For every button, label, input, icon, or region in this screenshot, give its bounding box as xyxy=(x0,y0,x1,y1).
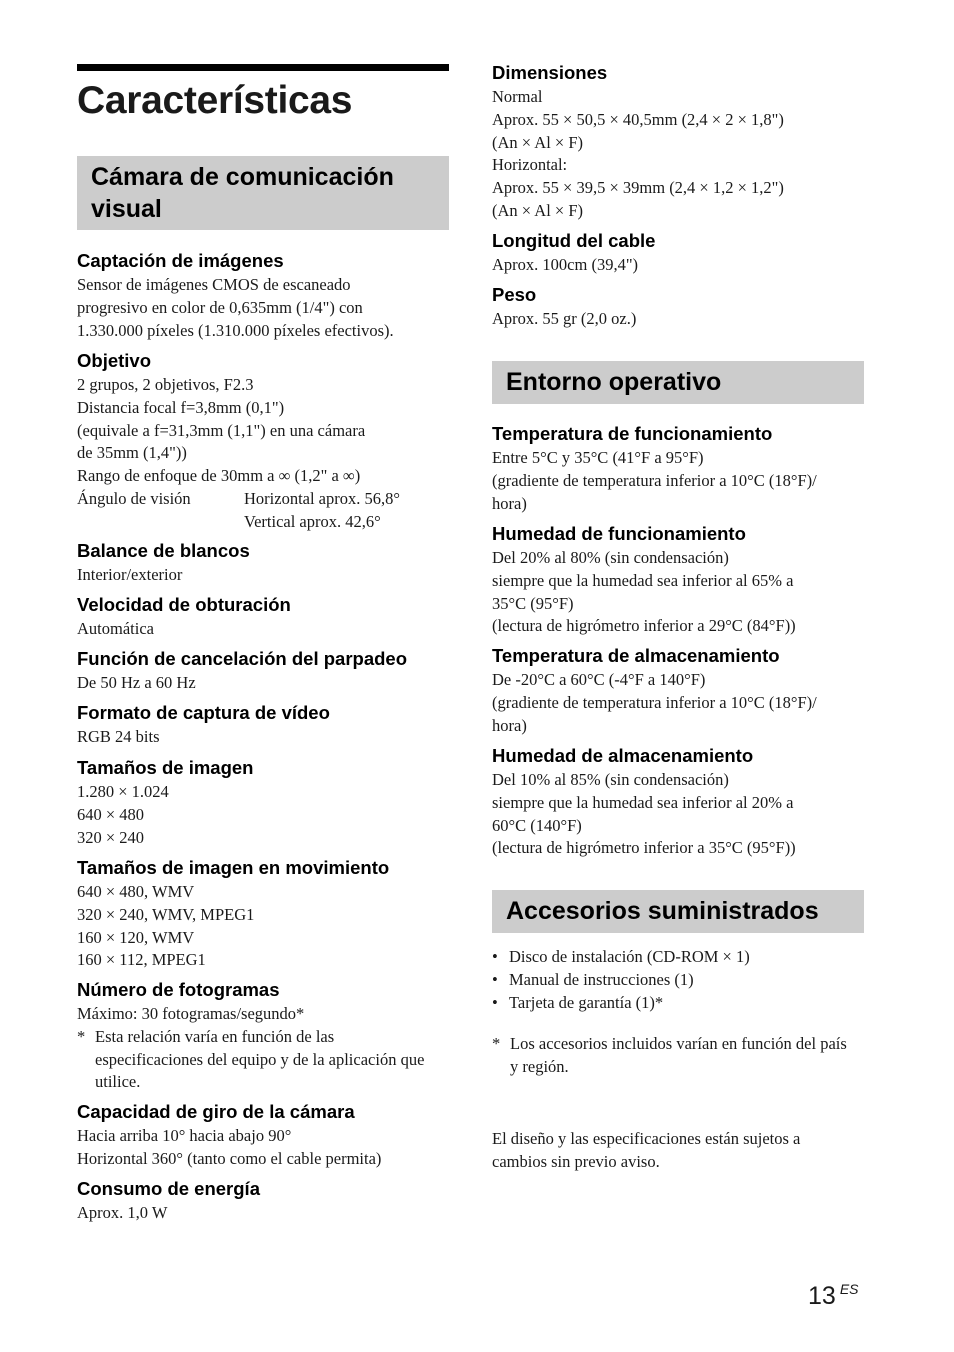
spec-line: (An × Al × F) xyxy=(492,200,584,220)
disclaimer-line: cambios sin previo aviso. xyxy=(492,1151,660,1171)
angle-vertical: Vertical aprox. 42,6° xyxy=(244,511,381,531)
spec-line: 160 × 112, MPEG1 xyxy=(77,950,206,970)
spec-line: (equivale a f=31,3mm (1,1") en una cámara xyxy=(77,420,366,440)
spec-heading: Consumo de energía xyxy=(77,1178,260,1199)
spec-line: Normal xyxy=(492,87,543,106)
footnote-marker: * xyxy=(77,1026,86,1046)
spec-hum-alm xyxy=(492,743,864,860)
spec-heading: Formato de captura de vídeo xyxy=(77,702,330,723)
spec-line: Horizontal: xyxy=(492,155,568,175)
spec-line: RGB 24 bits xyxy=(77,727,160,746)
language-code: ES xyxy=(839,1281,859,1297)
spec-peso xyxy=(492,282,864,331)
spec-line: (An × Al × F) xyxy=(492,132,584,152)
spec-heading: Temperatura de funcionamiento xyxy=(492,423,773,444)
spec-heading: Captación de imágenes xyxy=(77,250,284,271)
list-item-text: Manual de instrucciones (1) xyxy=(509,969,694,989)
accessories-list xyxy=(492,946,864,1014)
spec-heading: Humedad de funcionamiento xyxy=(492,523,746,544)
spec-balance xyxy=(77,538,449,587)
spec-line: (gradiente de temperatura inferior a 10°C (18°F)/ xyxy=(492,470,817,490)
spec-line: De 50 Hz a 60 Hz xyxy=(77,673,196,692)
spec-line: Aprox. 55 × 50,5 × 40,5mm (2,4 × 2 × 1,8") xyxy=(492,109,784,129)
spec-heading: Capacidad de giro de la cámara xyxy=(77,1101,355,1122)
angle-horizontal: Horizontal aprox. 56,8° xyxy=(244,488,400,508)
list-item-text: Disco de instalación (CD-ROM × 1) xyxy=(509,947,750,966)
spec-line: 320 × 240, WMV, MPEG1 xyxy=(77,904,255,924)
spec-heading: Velocidad de obturación xyxy=(77,594,291,615)
spec-heading: Función de cancelación del parpadeo xyxy=(77,648,407,669)
spec-line: Sensor de imágenes CMOS de escaneado xyxy=(77,275,351,294)
spec-heading: Dimensiones xyxy=(492,62,608,83)
spec-line: Horizontal 360° (tanto como el cable permita) xyxy=(77,1148,382,1168)
spec-captacion xyxy=(77,248,449,342)
spec-line: Hacia arriba 10° hacia abajo 90° xyxy=(77,1126,292,1145)
spec-heading: Peso xyxy=(492,284,537,305)
section-entorno: Entorno operativo xyxy=(492,361,864,404)
spec-line: de 35mm (1,4")) xyxy=(77,443,187,463)
spec-line: hora) xyxy=(492,493,527,513)
spec-obturacion xyxy=(77,592,449,641)
spec-line: 1.280 × 1.024 xyxy=(77,782,169,801)
page-number-value: 13 xyxy=(808,1282,836,1310)
spec-line: Aprox. 100cm (39,4") xyxy=(492,255,639,274)
bullet-icon: • xyxy=(492,992,498,1012)
spec-line: hora) xyxy=(492,715,527,735)
spec-line: Máximo: 30 fotogramas/segundo* xyxy=(77,1004,305,1023)
spec-line: 1.330.000 píxeles (1.310.000 píxeles efectivos). xyxy=(77,320,394,340)
page-title: Características xyxy=(77,79,353,122)
spec-line: Automática xyxy=(77,619,154,638)
spec-line: siempre que la humedad sea inferior al 65% a xyxy=(492,570,794,590)
disclaimer-line: El diseño y las especificaciones están sujetos a xyxy=(492,1129,801,1148)
spec-temp-alm xyxy=(492,643,864,737)
page-number xyxy=(808,1280,859,1312)
spec-dimensiones xyxy=(492,60,864,223)
spec-heading: Tamaños de imagen en movimiento xyxy=(77,857,390,878)
footnote xyxy=(492,1033,864,1079)
footnote-text: Los accesorios incluidos varían en función del país y región. xyxy=(510,1034,847,1076)
list-item-text: Tarjeta de garantía (1)* xyxy=(509,992,664,1012)
section-accesorios: Accesorios suministrados xyxy=(492,890,864,933)
spec-line: (lectura de higrómetro inferior a 29°C (84°F)) xyxy=(492,616,796,636)
spec-line: progresivo en color de 0,635mm (1/4") con xyxy=(77,297,363,317)
footnote-text: Esta relación varía en función de las especificaciones del equipo y de la aplicación que utilice. xyxy=(95,1026,425,1092)
spec-line: 35°C (95°F) xyxy=(492,593,574,613)
footnote xyxy=(77,1026,449,1094)
angle-row xyxy=(77,488,449,511)
section-camara: Cámara de comunicación visual xyxy=(77,156,449,230)
spec-line: siempre que la humedad sea inferior al 20% a xyxy=(492,792,794,812)
list-item xyxy=(492,946,864,969)
spec-movimiento xyxy=(77,855,449,972)
spec-line: Aprox. 55 × 39,5 × 39mm (2,4 × 1,2 × 1,2") xyxy=(492,178,784,198)
spec-parpadeo xyxy=(77,646,449,695)
spec-line: Del 20% al 80% (sin condensación) xyxy=(492,548,729,567)
spec-line: Aprox. 55 gr (2,0 oz.) xyxy=(492,309,637,328)
spec-line: Interior/exterior xyxy=(77,565,183,584)
spec-cable xyxy=(492,228,864,277)
bullet-icon: • xyxy=(492,969,498,989)
spec-hum-func xyxy=(492,521,864,638)
title-rule xyxy=(77,64,449,71)
spec-giro xyxy=(77,1099,449,1171)
accessories-note xyxy=(492,1033,864,1079)
spec-line: 2 grupos, 2 objetivos, F2.3 xyxy=(77,375,254,394)
spec-tamanos xyxy=(77,755,449,849)
spec-line: Del 10% al 85% (sin condensación) xyxy=(492,770,729,789)
bullet-icon: • xyxy=(492,947,498,966)
spec-line: (gradiente de temperatura inferior a 10°C (18°F)/ xyxy=(492,692,817,712)
list-item xyxy=(492,992,864,1015)
spec-line: 60°C (140°F) xyxy=(492,815,582,835)
spec-line: 320 × 240 xyxy=(77,827,145,847)
spec-fotogramas xyxy=(77,977,449,1094)
footnote-marker: * xyxy=(492,1034,501,1053)
spec-formato xyxy=(77,700,449,749)
spec-heading: Tamaños de imagen xyxy=(77,757,254,778)
spec-line: Entre 5°C y 35°C (41°F a 95°F) xyxy=(492,448,704,467)
list-item xyxy=(492,969,864,992)
spec-temp-func xyxy=(492,421,864,515)
spec-line: (lectura de higrómetro inferior a 35°C (95°F)) xyxy=(492,838,796,858)
spec-consumo xyxy=(77,1176,449,1225)
spec-line: Aprox. 1,0 W xyxy=(77,1203,168,1222)
spec-line: Rango de enfoque de 30mm a ∞ (1,2" a ∞) xyxy=(77,466,361,486)
spec-line: 640 × 480, WMV xyxy=(77,882,195,901)
spec-line: De -20°C a 60°C (-4°F a 140°F) xyxy=(492,670,706,689)
disclaimer xyxy=(492,1128,864,1174)
spec-heading: Objetivo xyxy=(77,350,152,371)
angle-label: Ángulo de visión xyxy=(77,488,191,508)
spec-heading: Número de fotogramas xyxy=(77,979,280,1000)
spec-objetivo xyxy=(77,348,449,534)
spec-line: 640 × 480 xyxy=(77,804,145,824)
spec-heading: Humedad de almacenamiento xyxy=(492,745,754,766)
spec-heading: Longitud del cable xyxy=(492,230,656,251)
spec-line: Distancia focal f=3,8mm (0,1") xyxy=(77,397,285,417)
spec-heading: Balance de blancos xyxy=(77,540,250,561)
spec-heading: Temperatura de almacenamiento xyxy=(492,645,780,666)
spec-line: 160 × 120, WMV xyxy=(77,927,195,947)
